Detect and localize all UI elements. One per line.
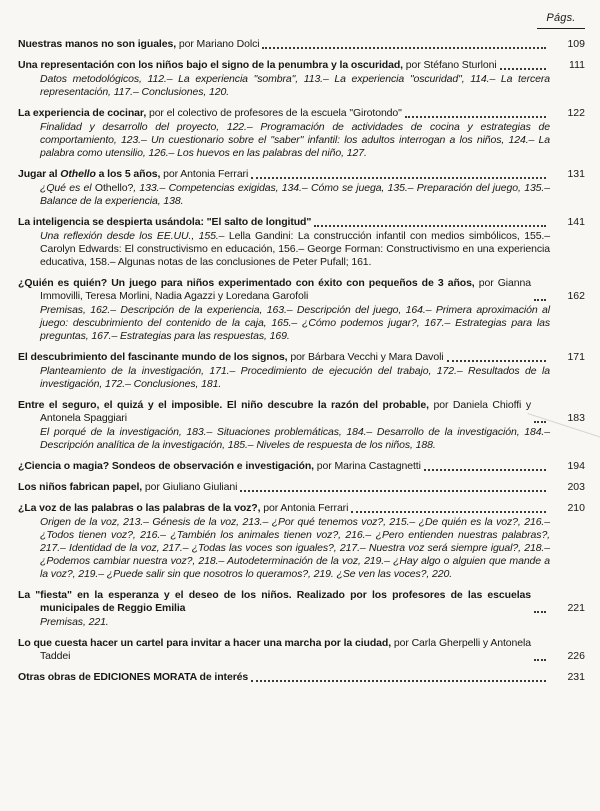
entry-page-number: 141 [567, 216, 585, 228]
toc-entry [18, 399, 585, 452]
text-segment: por Mariano Dolci [176, 38, 260, 50]
dotted-leader [405, 116, 546, 118]
entry-title [18, 502, 348, 515]
entry-title [18, 481, 237, 494]
dotted-leader [251, 680, 546, 682]
text-segment: Planteamiento de la investigación, 171.– Procedimiento de ejecución del trabajo, 172.– Resultados de la investigación, 172.– Conclusiones, 181. [40, 365, 550, 390]
text-segment: por Marina Castagnetti [313, 460, 421, 472]
toc-entry [18, 38, 585, 51]
entry-title [18, 38, 259, 51]
text-segment: a los 5 años, [95, 168, 161, 180]
toc-entry [18, 460, 585, 473]
text-segment: por Stéfano Sturloni [402, 59, 497, 71]
entry-row [18, 351, 585, 364]
dotted-leader [251, 177, 546, 179]
dotted-leader [534, 421, 546, 423]
entry-row [18, 399, 585, 425]
entry-subsections [40, 121, 550, 160]
entry-page-number: 131 [567, 168, 585, 180]
entry-row [18, 168, 585, 181]
text-segment: ¿Qué es el [40, 182, 95, 194]
toc-entry [18, 637, 585, 663]
text-segment: La "fiesta" en la esperanza y el deseo de los niños. Realizado por los profesores de las escuelas municipales de Reggio Emilia [18, 589, 531, 614]
text-segment: Lo que cuesta hacer un cartel para invitar a hacer una marcha por la ciudad, [18, 637, 392, 649]
entry-page-number: 171 [567, 351, 585, 363]
toc-entry [18, 107, 585, 160]
entry-subsections [40, 516, 550, 581]
entry-page-number: 231 [567, 671, 585, 683]
entry-subsections [40, 426, 550, 452]
entry-title [18, 399, 531, 425]
text-segment: Datos metodológicos, 112.– La experiencia "sombra", 113.– La experiencia "oscuridad", 114.– La tercera representación, 117.– Conclusiones, 120. [40, 73, 550, 98]
entry-subsections [40, 365, 550, 391]
toc-list [18, 38, 585, 684]
dotted-leader [534, 299, 546, 301]
entry-subsections [40, 230, 550, 269]
dotted-leader [534, 659, 546, 661]
pags-label: Págs. [537, 12, 585, 29]
entry-row [18, 481, 585, 494]
entry-title [18, 671, 248, 684]
text-segment: ¿La voz de las palabras o las palabras de la voz?, [18, 502, 261, 514]
text-segment: La inteligencia se despierta usándola: "El salto de longitud" [18, 216, 312, 228]
dotted-leader [447, 360, 546, 362]
entry-title [18, 107, 402, 120]
entry-row [18, 107, 585, 120]
text-segment: Origen de la voz, 213.– Génesis de la voz, 213.– ¿Por qué tenemos voz?, 215.– ¿De quién es la voz?, 216.– ¿Todos tienen voz?, 216.– ¿También los animales tienen voz?, 216.– ¿Pero entienden nuestras palabras?, 217.– Identidad de la voz, 217.– ¿Todas las voces son iguales?, 217.– Nuestra voz será siempre igual?, 218.– ¿Podemos cambiar nuestra voz?, 218.– Autodeterminación de la voz, 219.– ¿Hay algo o alguien que mande a la voz?, 219.– ¿Puede salir sin que nosotros lo queramos?, 219. ¿Se ven las voces?, 220. [40, 516, 550, 580]
entry-subsections [40, 73, 550, 99]
entry-subsections [40, 304, 550, 343]
entry-subsections [40, 616, 550, 629]
text-segment: Otras obras de EDICIONES MORATA de interés [18, 671, 249, 683]
entry-title [18, 168, 248, 181]
toc-entry [18, 216, 585, 269]
entry-page-number: 203 [567, 481, 585, 493]
entry-row [18, 277, 585, 303]
entry-row [18, 460, 585, 473]
entry-page-number: 210 [567, 502, 585, 514]
text-segment: Entre el seguro, el quizá y el imposible. El niño descubre la razón del probable, [18, 399, 429, 411]
toc-entry [18, 277, 585, 343]
entry-row [18, 216, 585, 229]
toc-entry [18, 502, 585, 581]
entry-title [18, 59, 497, 72]
text-segment: Othello? [94, 182, 134, 194]
entry-title [18, 351, 444, 364]
entry-page-number: 162 [567, 290, 585, 302]
entry-page-number: 194 [567, 460, 585, 472]
entry-page-number: 122 [567, 107, 585, 119]
entry-page-number: 183 [567, 412, 585, 424]
text-segment: Nuestras manos no son iguales, [18, 38, 177, 50]
entry-page-number: 111 [569, 59, 585, 71]
entry-row [18, 589, 585, 615]
text-segment: por Carla Gherpelli y Antonela Taddei [40, 637, 531, 662]
text-segment: Una representación con los niños bajo el signo de la penumbra y la oscuridad, [18, 59, 403, 71]
entry-title [18, 589, 531, 615]
text-segment: Finalidad y desarrollo del proyecto, 122.– Programación de actividades de cocina y estrategias de comportamiento, 123.– Un cuestionario sobre el "saber" infantil: los adultos interrogan a los niños, 124.– La palabra como utensilio, 126.– Los huevos en las palabras del niño, 127. [40, 121, 550, 159]
entry-row [18, 59, 585, 72]
dotted-leader [534, 611, 546, 613]
entry-title [18, 637, 531, 663]
entry-row [18, 38, 585, 51]
page-column-header [18, 8, 585, 29]
toc-entry [18, 59, 585, 99]
text-segment: por Giuliano Giuliani [142, 481, 238, 493]
entry-title [18, 216, 311, 229]
text-segment: por Gianna Immovilli, Teresa Morlini, Nadia Agazzi y Loredana Garofoli [40, 277, 531, 302]
text-segment: por Daniela Chioffi y Antonela Spaggiari [40, 399, 532, 424]
entry-page-number: 109 [567, 38, 585, 50]
dotted-leader [424, 469, 546, 471]
toc-entry [18, 168, 585, 208]
text-segment: por el colectivo de profesores de la escuela "Girotondo" [146, 107, 402, 119]
dotted-leader [240, 490, 546, 492]
text-segment: La experiencia de cocinar, [18, 107, 147, 119]
entry-subsections [40, 182, 550, 208]
text-segment: ¿Quién es quién? Un juego para niños experimentado con éxito con pequeños de 3 años, [18, 277, 475, 289]
dotted-leader [351, 511, 546, 513]
entry-row [18, 637, 585, 663]
text-segment: Los niños fabrican papel, [18, 481, 143, 493]
entry-row [18, 671, 585, 684]
text-segment: Premisas, 221. [40, 616, 109, 628]
toc-entry [18, 589, 585, 629]
dotted-leader [262, 47, 546, 49]
text-segment: El porqué de la investigación, 183.– Situaciones problemáticas, 184.– Desarrollo de la investigación, 184.– Descripción analítica de la investigación, 185.– Niveles de respuesta de los niños, 188. [40, 426, 550, 451]
text-segment: Othello [60, 168, 96, 180]
toc-entry [18, 481, 585, 494]
text-segment: por Antonia Ferrari [160, 168, 249, 180]
text-segment: Lella Gandini: La construcción infantil con medios simbólicos, 155.– Carolyn Edwards: El constructivismo en educación, 156.– George Forman: Constructivismo en una experiencia educativa, 158.– Algunas notas de las conclusiones de Peter Pufall; 161. [40, 230, 550, 268]
entry-title [18, 460, 421, 473]
text-segment: por Antonia Ferrari [260, 502, 349, 514]
entry-title [18, 277, 531, 303]
toc-entry [18, 671, 585, 684]
text-segment: , 133.– Competencias exigidas, 134.– Cómo se juega, 135.– Preparación del juego, 135.– Balance de la experiencia, 138. [40, 182, 550, 207]
toc-entry [18, 351, 585, 391]
text-segment: ¿Ciencia o magia? Sondeos de observación e investigación, [18, 460, 314, 472]
text-segment: El descubrimiento del fascinante mundo de los signos, [18, 351, 288, 363]
entry-page-number: 226 [567, 650, 585, 662]
dotted-leader [500, 68, 546, 70]
dotted-leader [314, 225, 546, 227]
entry-row [18, 502, 585, 515]
text-segment: Jugar al [18, 168, 61, 180]
text-segment: Una reflexión desde los EE.UU., 155.– [40, 230, 229, 242]
text-segment: Premisas, 162.– Descripción de la experiencia, 163.– Descripción del juego, 164.– Primera aproximación al juego: descubrimiento del contenido de la caja, 165.– ¿Cómo podemos jugar?, 167.– Estrategias para las preguntas, 167.– Estrategias para las respuestas, 169. [40, 304, 550, 342]
text-segment: por Bárbara Vecchi y Mara Davoli [287, 351, 444, 363]
entry-page-number: 221 [567, 602, 585, 614]
